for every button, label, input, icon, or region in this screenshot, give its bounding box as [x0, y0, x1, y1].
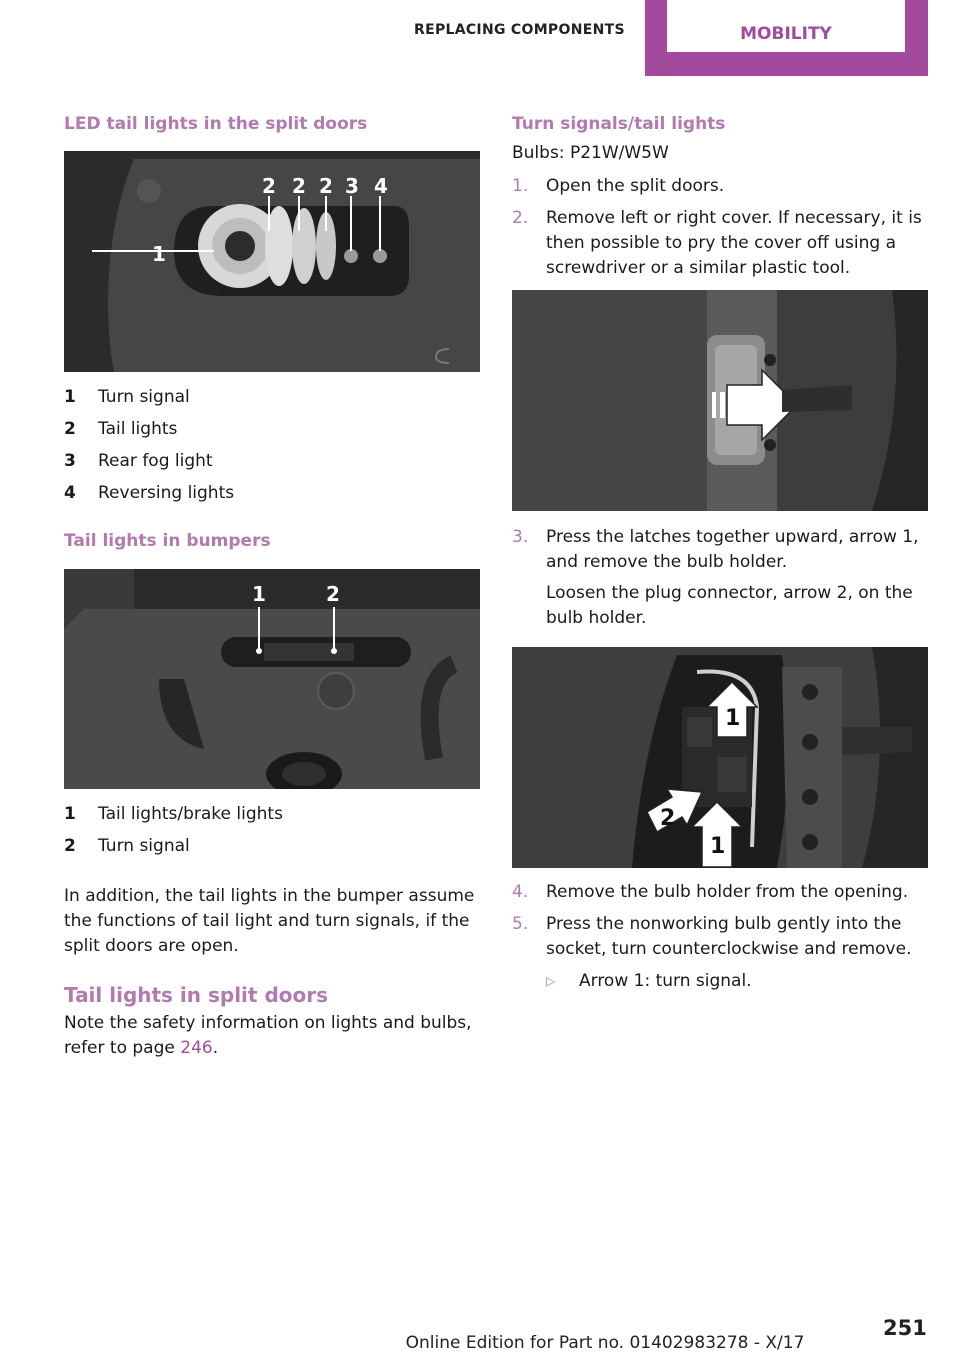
step-text: Press the nonworking bulb gently into the socket, turn counterclockwise and remove.: [546, 914, 912, 959]
callout-1: 1: [252, 582, 266, 606]
legend-number: 4: [64, 483, 76, 503]
legend-number: 1: [64, 387, 76, 407]
figure-led-tail-lights: [64, 151, 480, 372]
step-number: 5.: [512, 914, 529, 934]
legend-number: 3: [64, 451, 76, 471]
step-number: 4.: [512, 882, 529, 902]
legend-label: Tail lights/brake lights: [98, 804, 283, 824]
step-item: [512, 525, 928, 575]
figure-bulb-holder: [512, 647, 928, 868]
legend-number: 2: [64, 419, 76, 439]
running-header-section: REPLACING COMPONENTS: [414, 22, 625, 38]
legend-item: [64, 830, 480, 862]
chapter-tab: [645, 0, 928, 76]
callout-1: 1: [152, 242, 166, 266]
callout-2a: 2: [262, 174, 276, 198]
steps-list-a: [512, 174, 928, 281]
page-number: 251: [883, 1316, 927, 1340]
led-tail-lights-heading: LED tail lights in the split doors: [64, 114, 368, 134]
safety-paragraph: [64, 1011, 480, 1061]
triangle-bullet-icon: ▷: [546, 974, 556, 988]
legend-item: [64, 445, 480, 477]
figure-bumper-illustration: [64, 569, 480, 789]
bumper-paragraph: In addition, the tail lights in the bumper assume the functions of tail light and turn signals, if the split doors are open.: [64, 886, 475, 956]
steps-list-3: [512, 525, 928, 575]
figure-cover-removal: [512, 290, 928, 511]
step-number: 2.: [512, 208, 529, 228]
step-text: Remove left or right cover. If necessary, it is then possible to pry the cover off using a screwdriver or a similar plastic tool.: [546, 208, 922, 278]
legend-item: [64, 798, 480, 830]
callout-4: 4: [374, 174, 388, 198]
legend-led-tail-lights: [64, 381, 480, 509]
callout-3: 3: [345, 174, 359, 198]
legend-item: [64, 477, 480, 509]
step-item: [512, 206, 928, 281]
figure-bumper-tail-lights: [64, 569, 480, 789]
sub-bullet: [546, 969, 928, 994]
figure-cover-illustration: [512, 290, 928, 511]
chapter-tab-label: MOBILITY: [667, 0, 905, 52]
step3-note: Loosen the plug connector, arrow 2, on the bulb holder.: [546, 583, 913, 628]
safety-text: Note the safety information on lights and bulbs, refer to page: [64, 1013, 472, 1058]
legend-bumper-tail-lights: [64, 798, 480, 862]
left-column: [64, 108, 480, 1061]
callout-2b: 2: [292, 174, 306, 198]
figure-bulb-holder-illustration: [512, 647, 928, 868]
step-item: [512, 174, 928, 199]
footer-edition: Online Edition for Part no. 01402983278 - X/17: [405, 1333, 805, 1353]
bumper-tail-lights-heading: Tail lights in bumpers: [64, 531, 271, 551]
sub-bullet-text: Arrow 1: turn signal.: [579, 971, 752, 991]
step-text: Remove the bulb holder from the opening.: [546, 882, 909, 902]
legend-label: Turn signal: [98, 387, 190, 407]
bulbs-spec: Bulbs: P21W/W5W: [512, 143, 669, 163]
safety-text-end: .: [212, 1038, 219, 1058]
split-doors-heading: Tail lights in split doors: [64, 983, 329, 1007]
legend-item: [64, 413, 480, 445]
legend-item: [64, 381, 480, 413]
right-column: [512, 108, 928, 994]
figure-led-tail-lights-illustration: [64, 151, 480, 372]
callout-1-top: 1: [725, 706, 741, 731]
step-number: 3.: [512, 527, 529, 547]
legend-label: Turn signal: [98, 836, 190, 856]
callout-2: 2: [660, 806, 676, 831]
legend-number: 2: [64, 836, 76, 856]
step-item: [512, 880, 928, 905]
legend-label: Rear fog light: [98, 451, 213, 471]
legend-label: Tail lights: [98, 419, 178, 439]
turn-signals-heading: Turn signals/tail lights: [512, 114, 726, 134]
step-text: Open the split doors.: [546, 176, 725, 196]
step-number: 1.: [512, 176, 529, 196]
step-item: [512, 912, 928, 962]
callout-2c: 2: [319, 174, 333, 198]
callout-2: 2: [326, 582, 340, 606]
callout-1-bottom: 1: [710, 834, 726, 859]
steps-list-b: [512, 880, 928, 962]
legend-label: Reversing lights: [98, 483, 235, 503]
step-text: Press the latches together upward, arrow 1, and remove the bulb holder.: [546, 527, 919, 572]
page-reference-link[interactable]: 246: [180, 1038, 213, 1058]
legend-number: 1: [64, 804, 76, 824]
